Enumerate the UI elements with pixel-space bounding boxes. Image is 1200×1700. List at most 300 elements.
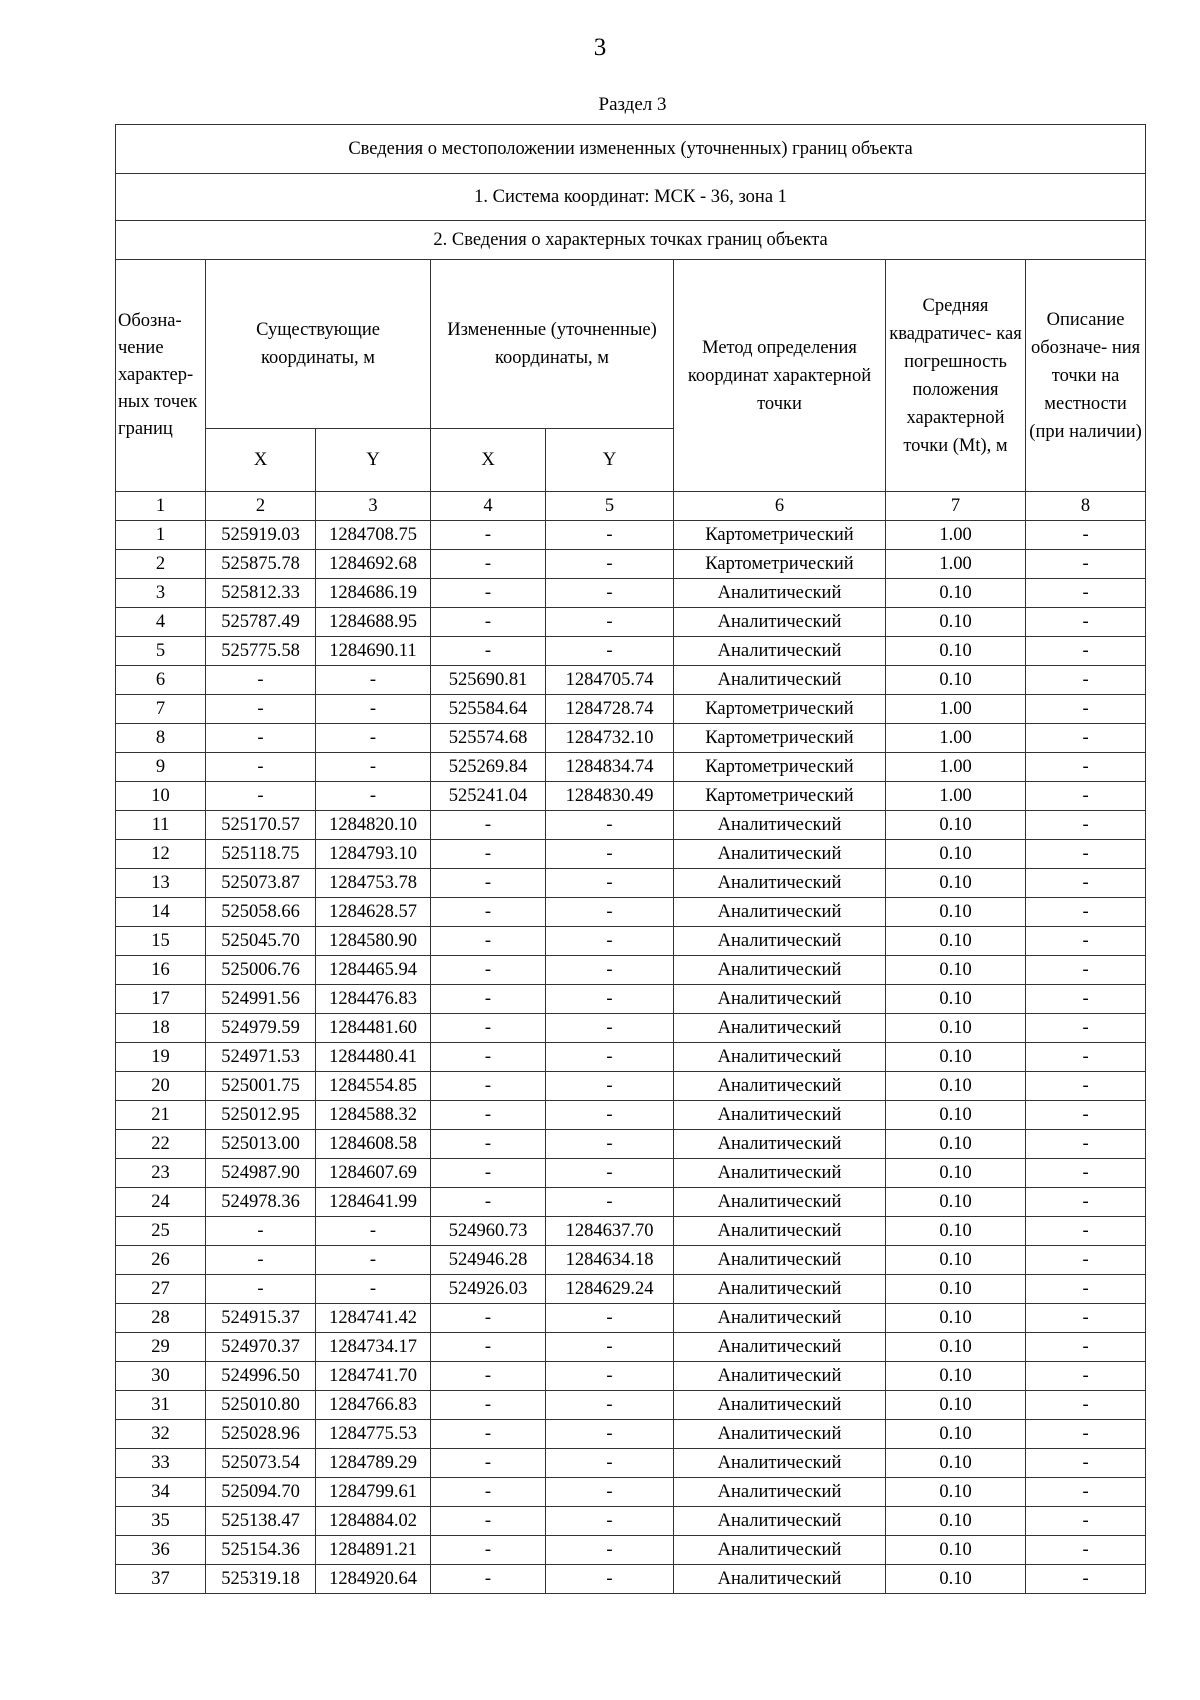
table-row — [116, 608, 1146, 637]
description: - — [1026, 1507, 1146, 1536]
method: Аналитический — [674, 927, 886, 956]
point-number: 12 — [116, 840, 206, 869]
point-number: 29 — [116, 1333, 206, 1362]
existing-x: 524979.59 — [206, 1014, 316, 1043]
point-number: 22 — [116, 1130, 206, 1159]
method: Аналитический — [674, 956, 886, 985]
existing-y: 1284608.58 — [316, 1130, 431, 1159]
changed-x: - — [431, 579, 546, 608]
table-row — [116, 637, 1146, 666]
description: - — [1026, 1565, 1146, 1594]
table-row — [116, 579, 1146, 608]
description: - — [1026, 1304, 1146, 1333]
changed-x: - — [431, 1333, 546, 1362]
existing-y: 1284766.83 — [316, 1391, 431, 1420]
error-value: 0.10 — [886, 840, 1026, 869]
changed-x: - — [431, 1565, 546, 1594]
description: - — [1026, 550, 1146, 579]
method: Аналитический — [674, 840, 886, 869]
description: - — [1026, 1362, 1146, 1391]
changed-x: 525574.68 — [431, 724, 546, 753]
point-number: 11 — [116, 811, 206, 840]
error-value: 0.10 — [886, 579, 1026, 608]
error-value: 1.00 — [886, 724, 1026, 753]
table-row — [116, 521, 1146, 550]
changed-y: - — [546, 869, 674, 898]
changed-x: 525690.81 — [431, 666, 546, 695]
point-number: 3 — [116, 579, 206, 608]
existing-y: - — [316, 1217, 431, 1246]
point-number: 21 — [116, 1101, 206, 1130]
changed-x: - — [431, 956, 546, 985]
method: Аналитический — [674, 579, 886, 608]
error-value: 0.10 — [886, 1449, 1026, 1478]
table-row — [116, 1246, 1146, 1275]
method: Аналитический — [674, 1101, 886, 1130]
changed-y: 1284705.74 — [546, 666, 674, 695]
changed-y: - — [546, 1304, 674, 1333]
table-row — [116, 1536, 1146, 1565]
changed-x: 525584.64 — [431, 695, 546, 724]
changed-x: 525241.04 — [431, 782, 546, 811]
point-number: 18 — [116, 1014, 206, 1043]
existing-y: 1284820.10 — [316, 811, 431, 840]
column-number: 8 — [1026, 492, 1146, 521]
changed-y: - — [546, 1478, 674, 1507]
error-value: 0.10 — [886, 608, 1026, 637]
changed-y: - — [546, 898, 674, 927]
existing-x: - — [206, 1217, 316, 1246]
changed-y: - — [546, 1536, 674, 1565]
column-number: 3 — [316, 492, 431, 521]
existing-x: 525013.00 — [206, 1130, 316, 1159]
table-row — [116, 811, 1146, 840]
point-number: 30 — [116, 1362, 206, 1391]
method: Картометрический — [674, 550, 886, 579]
existing-y: 1284789.29 — [316, 1449, 431, 1478]
description: - — [1026, 898, 1146, 927]
changed-y: - — [546, 608, 674, 637]
existing-x: 525118.75 — [206, 840, 316, 869]
changed-x: - — [431, 521, 546, 550]
table-row — [116, 782, 1146, 811]
description: - — [1026, 1159, 1146, 1188]
column-number: 4 — [431, 492, 546, 521]
changed-x: 524960.73 — [431, 1217, 546, 1246]
table-row — [116, 1420, 1146, 1449]
method: Картометрический — [674, 782, 886, 811]
description: - — [1026, 1391, 1146, 1420]
point-number: 32 — [116, 1420, 206, 1449]
existing-y: - — [316, 1246, 431, 1275]
error-value: 0.10 — [886, 1072, 1026, 1101]
changed-y: - — [546, 1188, 674, 1217]
error-value: 0.10 — [886, 927, 1026, 956]
existing-y: 1284708.75 — [316, 521, 431, 550]
method: Аналитический — [674, 1246, 886, 1275]
header-designation: Обозна- чение характер- ных точек границ — [116, 260, 206, 492]
method: Аналитический — [674, 1391, 886, 1420]
existing-x: 525170.57 — [206, 811, 316, 840]
existing-x: 524996.50 — [206, 1362, 316, 1391]
error-value: 0.10 — [886, 1014, 1026, 1043]
existing-y: - — [316, 753, 431, 782]
table-row — [116, 1333, 1146, 1362]
changed-y: - — [546, 985, 674, 1014]
existing-x: - — [206, 782, 316, 811]
description: - — [1026, 724, 1146, 753]
existing-x: 525875.78 — [206, 550, 316, 579]
error-value: 0.10 — [886, 1333, 1026, 1362]
existing-y: 1284641.99 — [316, 1188, 431, 1217]
description: - — [1026, 1246, 1146, 1275]
existing-x: 524971.53 — [206, 1043, 316, 1072]
section-title: Раздел 3 — [598, 94, 667, 115]
error-value: 0.10 — [886, 666, 1026, 695]
error-value: 0.10 — [886, 811, 1026, 840]
table-title: Сведения о местоположении измененных (уточненных) границ объекта — [116, 125, 1146, 174]
changed-x: - — [431, 1304, 546, 1333]
point-number: 2 — [116, 550, 206, 579]
method: Аналитический — [674, 1072, 886, 1101]
method: Аналитический — [674, 1188, 886, 1217]
existing-x: 524915.37 — [206, 1304, 316, 1333]
table-row — [116, 1188, 1146, 1217]
error-value: 0.10 — [886, 1188, 1026, 1217]
existing-y: - — [316, 1275, 431, 1304]
header-changed-x: X — [431, 429, 546, 492]
table-row — [116, 724, 1146, 753]
table-row — [116, 840, 1146, 869]
error-value: 1.00 — [886, 521, 1026, 550]
error-value: 0.10 — [886, 898, 1026, 927]
page-number: 3 — [593, 34, 607, 61]
existing-x: 525138.47 — [206, 1507, 316, 1536]
changed-y: - — [546, 811, 674, 840]
changed-y: 1284830.49 — [546, 782, 674, 811]
existing-x: 525001.75 — [206, 1072, 316, 1101]
description: - — [1026, 1333, 1146, 1362]
description: - — [1026, 869, 1146, 898]
changed-y: - — [546, 1130, 674, 1159]
changed-y: - — [546, 1159, 674, 1188]
existing-x: 524978.36 — [206, 1188, 316, 1217]
error-value: 0.10 — [886, 956, 1026, 985]
point-number: 24 — [116, 1188, 206, 1217]
error-value: 0.10 — [886, 1507, 1026, 1536]
changed-y: - — [546, 1101, 674, 1130]
existing-y: 1284688.95 — [316, 608, 431, 637]
points-heading: 2. Сведения о характерных точках границ объекта — [116, 221, 1146, 260]
changed-x: - — [431, 1391, 546, 1420]
changed-y: - — [546, 1391, 674, 1420]
existing-y: 1284686.19 — [316, 579, 431, 608]
method: Аналитический — [674, 1565, 886, 1594]
changed-y: 1284634.18 — [546, 1246, 674, 1275]
existing-y: 1284480.41 — [316, 1043, 431, 1072]
changed-x: - — [431, 608, 546, 637]
existing-y: - — [316, 724, 431, 753]
description: - — [1026, 811, 1146, 840]
description: - — [1026, 1449, 1146, 1478]
existing-y: 1284741.70 — [316, 1362, 431, 1391]
existing-y: 1284607.69 — [316, 1159, 431, 1188]
method: Аналитический — [674, 1043, 886, 1072]
column-number: 7 — [886, 492, 1026, 521]
column-number: 1 — [116, 492, 206, 521]
table-row — [116, 1014, 1146, 1043]
point-number: 23 — [116, 1159, 206, 1188]
header-method: Метод определения координат характерной точки — [674, 260, 886, 492]
existing-x: 525010.80 — [206, 1391, 316, 1420]
changed-y: 1284732.10 — [546, 724, 674, 753]
header-existing-y: Y — [316, 429, 431, 492]
column-number: 6 — [674, 492, 886, 521]
point-number: 5 — [116, 637, 206, 666]
existing-x: 525094.70 — [206, 1478, 316, 1507]
table-row — [116, 695, 1146, 724]
existing-x: 525045.70 — [206, 927, 316, 956]
table-row — [116, 869, 1146, 898]
changed-y: - — [546, 927, 674, 956]
changed-y: 1284637.70 — [546, 1217, 674, 1246]
method: Аналитический — [674, 1014, 886, 1043]
description: - — [1026, 666, 1146, 695]
changed-x: - — [431, 927, 546, 956]
changed-y: - — [546, 1449, 674, 1478]
method: Аналитический — [674, 1304, 886, 1333]
changed-y: - — [546, 1072, 674, 1101]
changed-x: - — [431, 1130, 546, 1159]
boundary-points-table — [115, 124, 1146, 1594]
method: Аналитический — [674, 1507, 886, 1536]
existing-x: - — [206, 724, 316, 753]
method: Аналитический — [674, 1362, 886, 1391]
existing-x: 525028.96 — [206, 1420, 316, 1449]
changed-x: - — [431, 1188, 546, 1217]
table-row — [116, 1159, 1146, 1188]
changed-y: - — [546, 1014, 674, 1043]
point-number: 15 — [116, 927, 206, 956]
existing-x: 524970.37 — [206, 1333, 316, 1362]
existing-y: 1284741.42 — [316, 1304, 431, 1333]
table-row — [116, 1478, 1146, 1507]
method: Картометрический — [674, 521, 886, 550]
changed-y: - — [546, 1507, 674, 1536]
existing-x: 524991.56 — [206, 985, 316, 1014]
error-value: 0.10 — [886, 985, 1026, 1014]
method: Аналитический — [674, 608, 886, 637]
error-value: 0.10 — [886, 1362, 1026, 1391]
existing-y: 1284775.53 — [316, 1420, 431, 1449]
table-row — [116, 753, 1146, 782]
column-number: 5 — [546, 492, 674, 521]
table-row — [116, 1449, 1146, 1478]
header-existing-coordinates: Существующие координаты, м — [206, 260, 431, 429]
description: - — [1026, 840, 1146, 869]
error-value: 0.10 — [886, 1043, 1026, 1072]
changed-y: - — [546, 840, 674, 869]
point-number: 7 — [116, 695, 206, 724]
changed-x: - — [431, 1159, 546, 1188]
table-row — [116, 1362, 1146, 1391]
changed-y: - — [546, 1565, 674, 1594]
changed-x: - — [431, 1420, 546, 1449]
point-number: 13 — [116, 869, 206, 898]
changed-x: - — [431, 1043, 546, 1072]
method: Аналитический — [674, 898, 886, 927]
existing-y: 1284799.61 — [316, 1478, 431, 1507]
point-number: 19 — [116, 1043, 206, 1072]
method: Аналитический — [674, 1130, 886, 1159]
column-numbers-row — [116, 492, 1146, 521]
existing-x: 525058.66 — [206, 898, 316, 927]
point-number: 16 — [116, 956, 206, 985]
changed-x: 524946.28 — [431, 1246, 546, 1275]
changed-y: 1284728.74 — [546, 695, 674, 724]
existing-x: 525787.49 — [206, 608, 316, 637]
existing-x: 525073.87 — [206, 869, 316, 898]
existing-y: 1284481.60 — [316, 1014, 431, 1043]
changed-y: - — [546, 1362, 674, 1391]
changed-x: - — [431, 985, 546, 1014]
point-number: 4 — [116, 608, 206, 637]
table-row — [116, 550, 1146, 579]
error-value: 1.00 — [886, 695, 1026, 724]
existing-y: 1284628.57 — [316, 898, 431, 927]
header-description: Описание обозначе- ния точки на местности (при наличии) — [1026, 260, 1146, 492]
error-value: 0.10 — [886, 1391, 1026, 1420]
error-value: 0.10 — [886, 1101, 1026, 1130]
point-number: 17 — [116, 985, 206, 1014]
header-changed-coordinates: Измененные (уточненные) координаты, м — [431, 260, 674, 429]
point-number: 34 — [116, 1478, 206, 1507]
existing-x: - — [206, 753, 316, 782]
description: - — [1026, 637, 1146, 666]
description: - — [1026, 753, 1146, 782]
changed-x: - — [431, 1536, 546, 1565]
description: - — [1026, 579, 1146, 608]
table-row — [116, 898, 1146, 927]
point-number: 33 — [116, 1449, 206, 1478]
point-number: 36 — [116, 1536, 206, 1565]
error-value: 0.10 — [886, 1159, 1026, 1188]
table-row — [116, 985, 1146, 1014]
description: - — [1026, 1130, 1146, 1159]
existing-x: - — [206, 666, 316, 695]
changed-x: - — [431, 869, 546, 898]
point-number: 25 — [116, 1217, 206, 1246]
error-value: 0.10 — [886, 1536, 1026, 1565]
table-row — [116, 666, 1146, 695]
changed-y: - — [546, 1420, 674, 1449]
method: Аналитический — [674, 1536, 886, 1565]
method: Аналитический — [674, 637, 886, 666]
point-number: 1 — [116, 521, 206, 550]
existing-y: 1284884.02 — [316, 1507, 431, 1536]
point-number: 6 — [116, 666, 206, 695]
point-number: 14 — [116, 898, 206, 927]
table-row — [116, 1391, 1146, 1420]
method: Картометрический — [674, 695, 886, 724]
point-number: 8 — [116, 724, 206, 753]
error-value: 1.00 — [886, 550, 1026, 579]
description: - — [1026, 695, 1146, 724]
changed-x: - — [431, 1478, 546, 1507]
existing-y: 1284891.21 — [316, 1536, 431, 1565]
point-number: 31 — [116, 1391, 206, 1420]
changed-x: 524926.03 — [431, 1275, 546, 1304]
error-value: 0.10 — [886, 1565, 1026, 1594]
existing-y: 1284793.10 — [316, 840, 431, 869]
changed-x: - — [431, 811, 546, 840]
method: Аналитический — [674, 1159, 886, 1188]
description: - — [1026, 782, 1146, 811]
header-changed-y: Y — [546, 429, 674, 492]
table-row — [116, 1043, 1146, 1072]
point-number: 9 — [116, 753, 206, 782]
existing-x: 524987.90 — [206, 1159, 316, 1188]
existing-x: - — [206, 695, 316, 724]
method: Аналитический — [674, 1333, 886, 1362]
method: Аналитический — [674, 811, 886, 840]
column-number: 2 — [206, 492, 316, 521]
description: - — [1026, 985, 1146, 1014]
error-value: 1.00 — [886, 782, 1026, 811]
description: - — [1026, 608, 1146, 637]
changed-x: - — [431, 1014, 546, 1043]
error-value: 0.10 — [886, 1246, 1026, 1275]
existing-y: 1284554.85 — [316, 1072, 431, 1101]
table-row — [116, 1101, 1146, 1130]
method: Аналитический — [674, 666, 886, 695]
existing-x: 525006.76 — [206, 956, 316, 985]
table-row — [116, 1217, 1146, 1246]
changed-y: - — [546, 579, 674, 608]
existing-x: 525154.36 — [206, 1536, 316, 1565]
point-number: 20 — [116, 1072, 206, 1101]
description: - — [1026, 1420, 1146, 1449]
point-number: 10 — [116, 782, 206, 811]
description: - — [1026, 521, 1146, 550]
existing-y: 1284734.17 — [316, 1333, 431, 1362]
point-number: 28 — [116, 1304, 206, 1333]
existing-y: - — [316, 695, 431, 724]
description: - — [1026, 927, 1146, 956]
changed-y: 1284629.24 — [546, 1275, 674, 1304]
error-value: 0.10 — [886, 1304, 1026, 1333]
existing-x: 525073.54 — [206, 1449, 316, 1478]
description: - — [1026, 1536, 1146, 1565]
existing-x: 525319.18 — [206, 1565, 316, 1594]
method: Аналитический — [674, 1217, 886, 1246]
header-existing-x: X — [206, 429, 316, 492]
point-number: 26 — [116, 1246, 206, 1275]
existing-y: 1284580.90 — [316, 927, 431, 956]
description: - — [1026, 1014, 1146, 1043]
error-value: 1.00 — [886, 753, 1026, 782]
error-value: 0.10 — [886, 869, 1026, 898]
method: Аналитический — [674, 1449, 886, 1478]
point-number: 35 — [116, 1507, 206, 1536]
existing-y: - — [316, 666, 431, 695]
changed-x: - — [431, 550, 546, 579]
existing-x: 525012.95 — [206, 1101, 316, 1130]
description: - — [1026, 956, 1146, 985]
existing-x: - — [206, 1275, 316, 1304]
changed-y: - — [546, 637, 674, 666]
point-number: 37 — [116, 1565, 206, 1594]
